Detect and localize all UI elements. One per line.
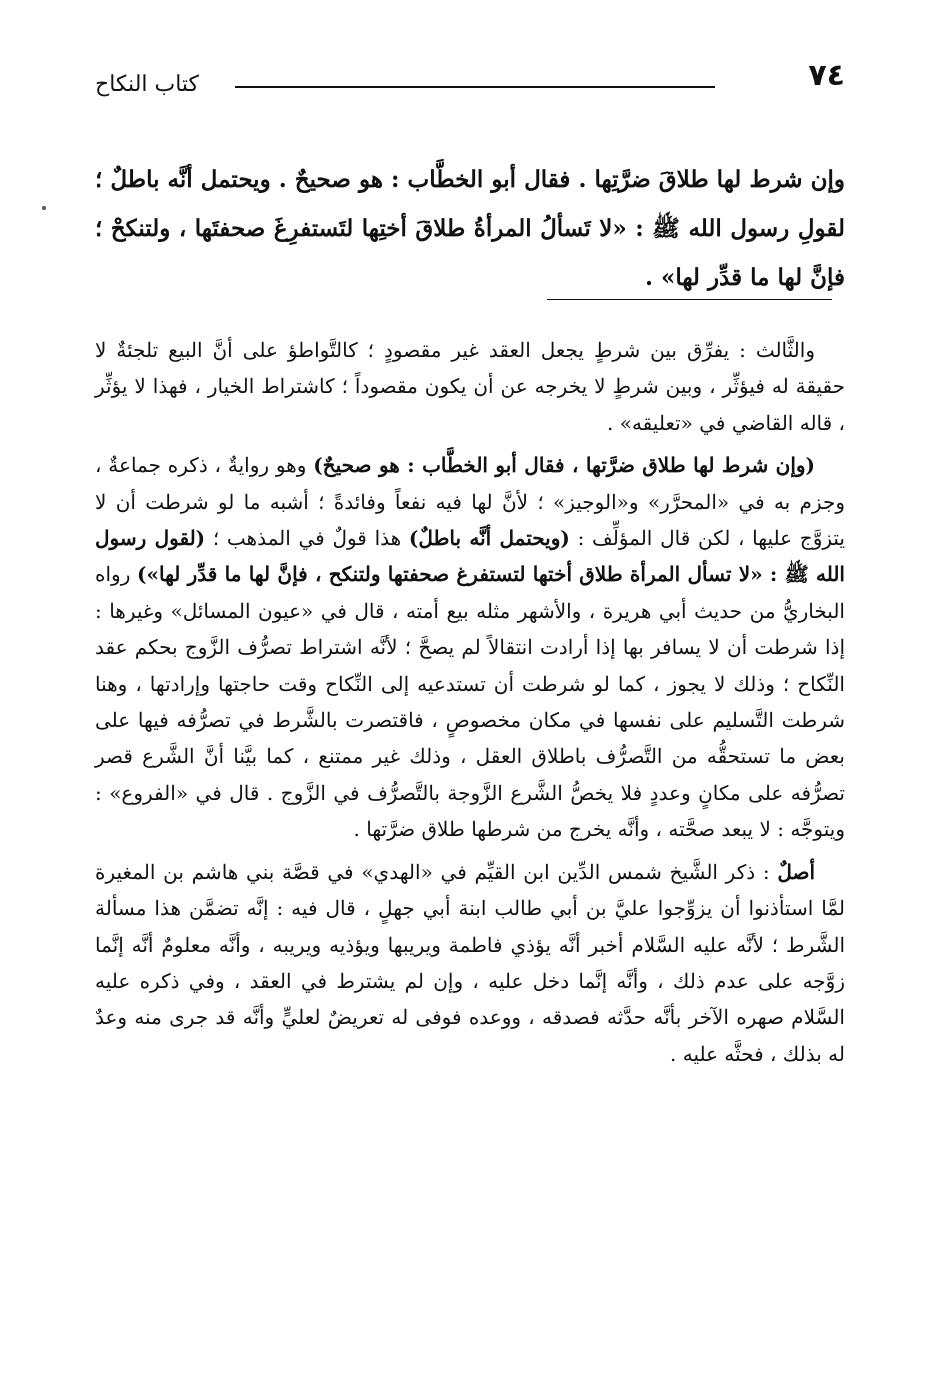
header-rule [235,86,715,88]
commentary-paragraph-1: والثَّالث : يفرِّق بين شرطٍ يجعل العقد غير مقصودٍ ؛ كالتَّواطؤ على أنَّ البيع تلجئةٌ لا حقيقة له فيؤثِّر ، وبين شرطٍ لا يخرجه عن أن يكون مقصوداً ؛ كاشتراط الخيار ، فهذا لا يؤثِّر ، قاله القاضي في «تعليقه» . [95,338,846,435]
page-header [95,58,845,102]
quoted-matn: (وإن شرط لها طلاق ضرَّتها ، فقال أبو الخطَّاب : هو صحيحٌ) [313,453,815,478]
commentary-paragraph-3 [95,854,845,1072]
quoted-matn: (ويحتمل أنَّه باطلٌ) [408,526,570,551]
commentary-text: هذا قولٌ في المذهب ؛ [205,526,409,551]
commentary-paragraph-2 [95,447,845,847]
commentary-text: وهو روايةٌ ، ذكره جماعةٌ ، وجزم به في «المحرَّر» و«الوجيز» ؛ لأنَّ لها فيه نفعاً وفائدةً ؛ أشبه ما لو شرطت أن لا يتزوَّج عليها ، لكن قال المؤلِّف : [95,453,845,551]
main-text: وإن شرط لها طلاقَ ضرَّتِها . فقال أبو الخطَّاب : هو صحيحٌ . ويحتمل أنَّه باطلٌ ؛ لقولِ رسول الله ﷺ : «لا تَسألُ المرأةُ طلاقَ أختِها لتَستفرِغَ صحفتَها ، ولتنكحْ ؛ فإنَّ لها ما قدِّر لها» . [95,166,845,291]
footnote-separator [547,299,832,300]
running-title: كتاب النكاح [95,72,200,97]
quoted-matn: (لقول رسول الله ﷺ : «لا تسأل المرأة طلاق أختها لتستفرغ صحفتها ولتنكح ، فإنَّ لها ما قدِّر لها») [95,526,845,587]
commentary-text: رواه البخاريُّ من حديث أبي هريرة ، والأشهر مثله بيع أمته ، قال في «عيون المسائل» وغيرها : إذا شرطت أن لا يسافر بها إذا أرادت انتقالاً لم يصحَّ ؛ لأنَّه اشتراط تصرُّف الزَّوج بحكم عقد النِّكاح ؛ وذلك لا يجوز ، كما لو شرطت أن تستدعيه إلى النِّكاح وقت حاجتها وإرادتها ، وهنا شرطت التَّسليم على نفسها في مكان مخصوصٍ ، فاقتصرت بالشَّرط في تصرُّفه فيها على بعض ما تستحقُّه من التَّصرُّف باطلاق العقل ، وذلك غير ممتنع ، كما بيَّنا أنَّ الشَّرع قصر تصرُّفه على مكانٍ وعددٍ فلا يخصُّ الشَّرع الزَّوجة بالتَّصرُّف في الزَّوج . قال في «الفروع» : ويتوجَّه : لا يبعد صحَّته ، وأنَّه يخرج من شرطها طلاق ضرَّتها . [95,562,845,842]
page-number: ٧٤ [808,58,845,93]
commentary-text: : ذكر الشَّيخ شمس الدِّين ابن القيِّم في «الهدي» في قصَّة بني هاشم بن المغيرة لمَّا استأذنوا أن يزوِّجوا عليَّ بن أبي طالب ابنة أبي جهلٍ ، قال فيه : إنَّه تضمَّن هذا مسألة الشَّرط ؛ لأنَّه عليه السَّلام أخبر أنَّه يؤذي فاطمة ويريبها ويؤذيه ويريبه ، وأنَّه معلومٌ أنَّه إنَّما زوَّجه على عدم ذلك ، وأنَّه إنَّما دخل عليه ، وإن لم يشترط في العقد ، وفي ذكره عليه السَّلام صهره الآخر بأنَّه حدَّثه فصدقه ، ووعده فوفى له تعريضٌ لعليٍّ وأنَّه قد جرى منه وعدٌ له بذلك ، فحثَّه عليه . [95,859,845,1066]
scan-speck [42,206,46,210]
section-heading: أصلٌ [777,859,815,884]
commentary [95,332,845,1078]
